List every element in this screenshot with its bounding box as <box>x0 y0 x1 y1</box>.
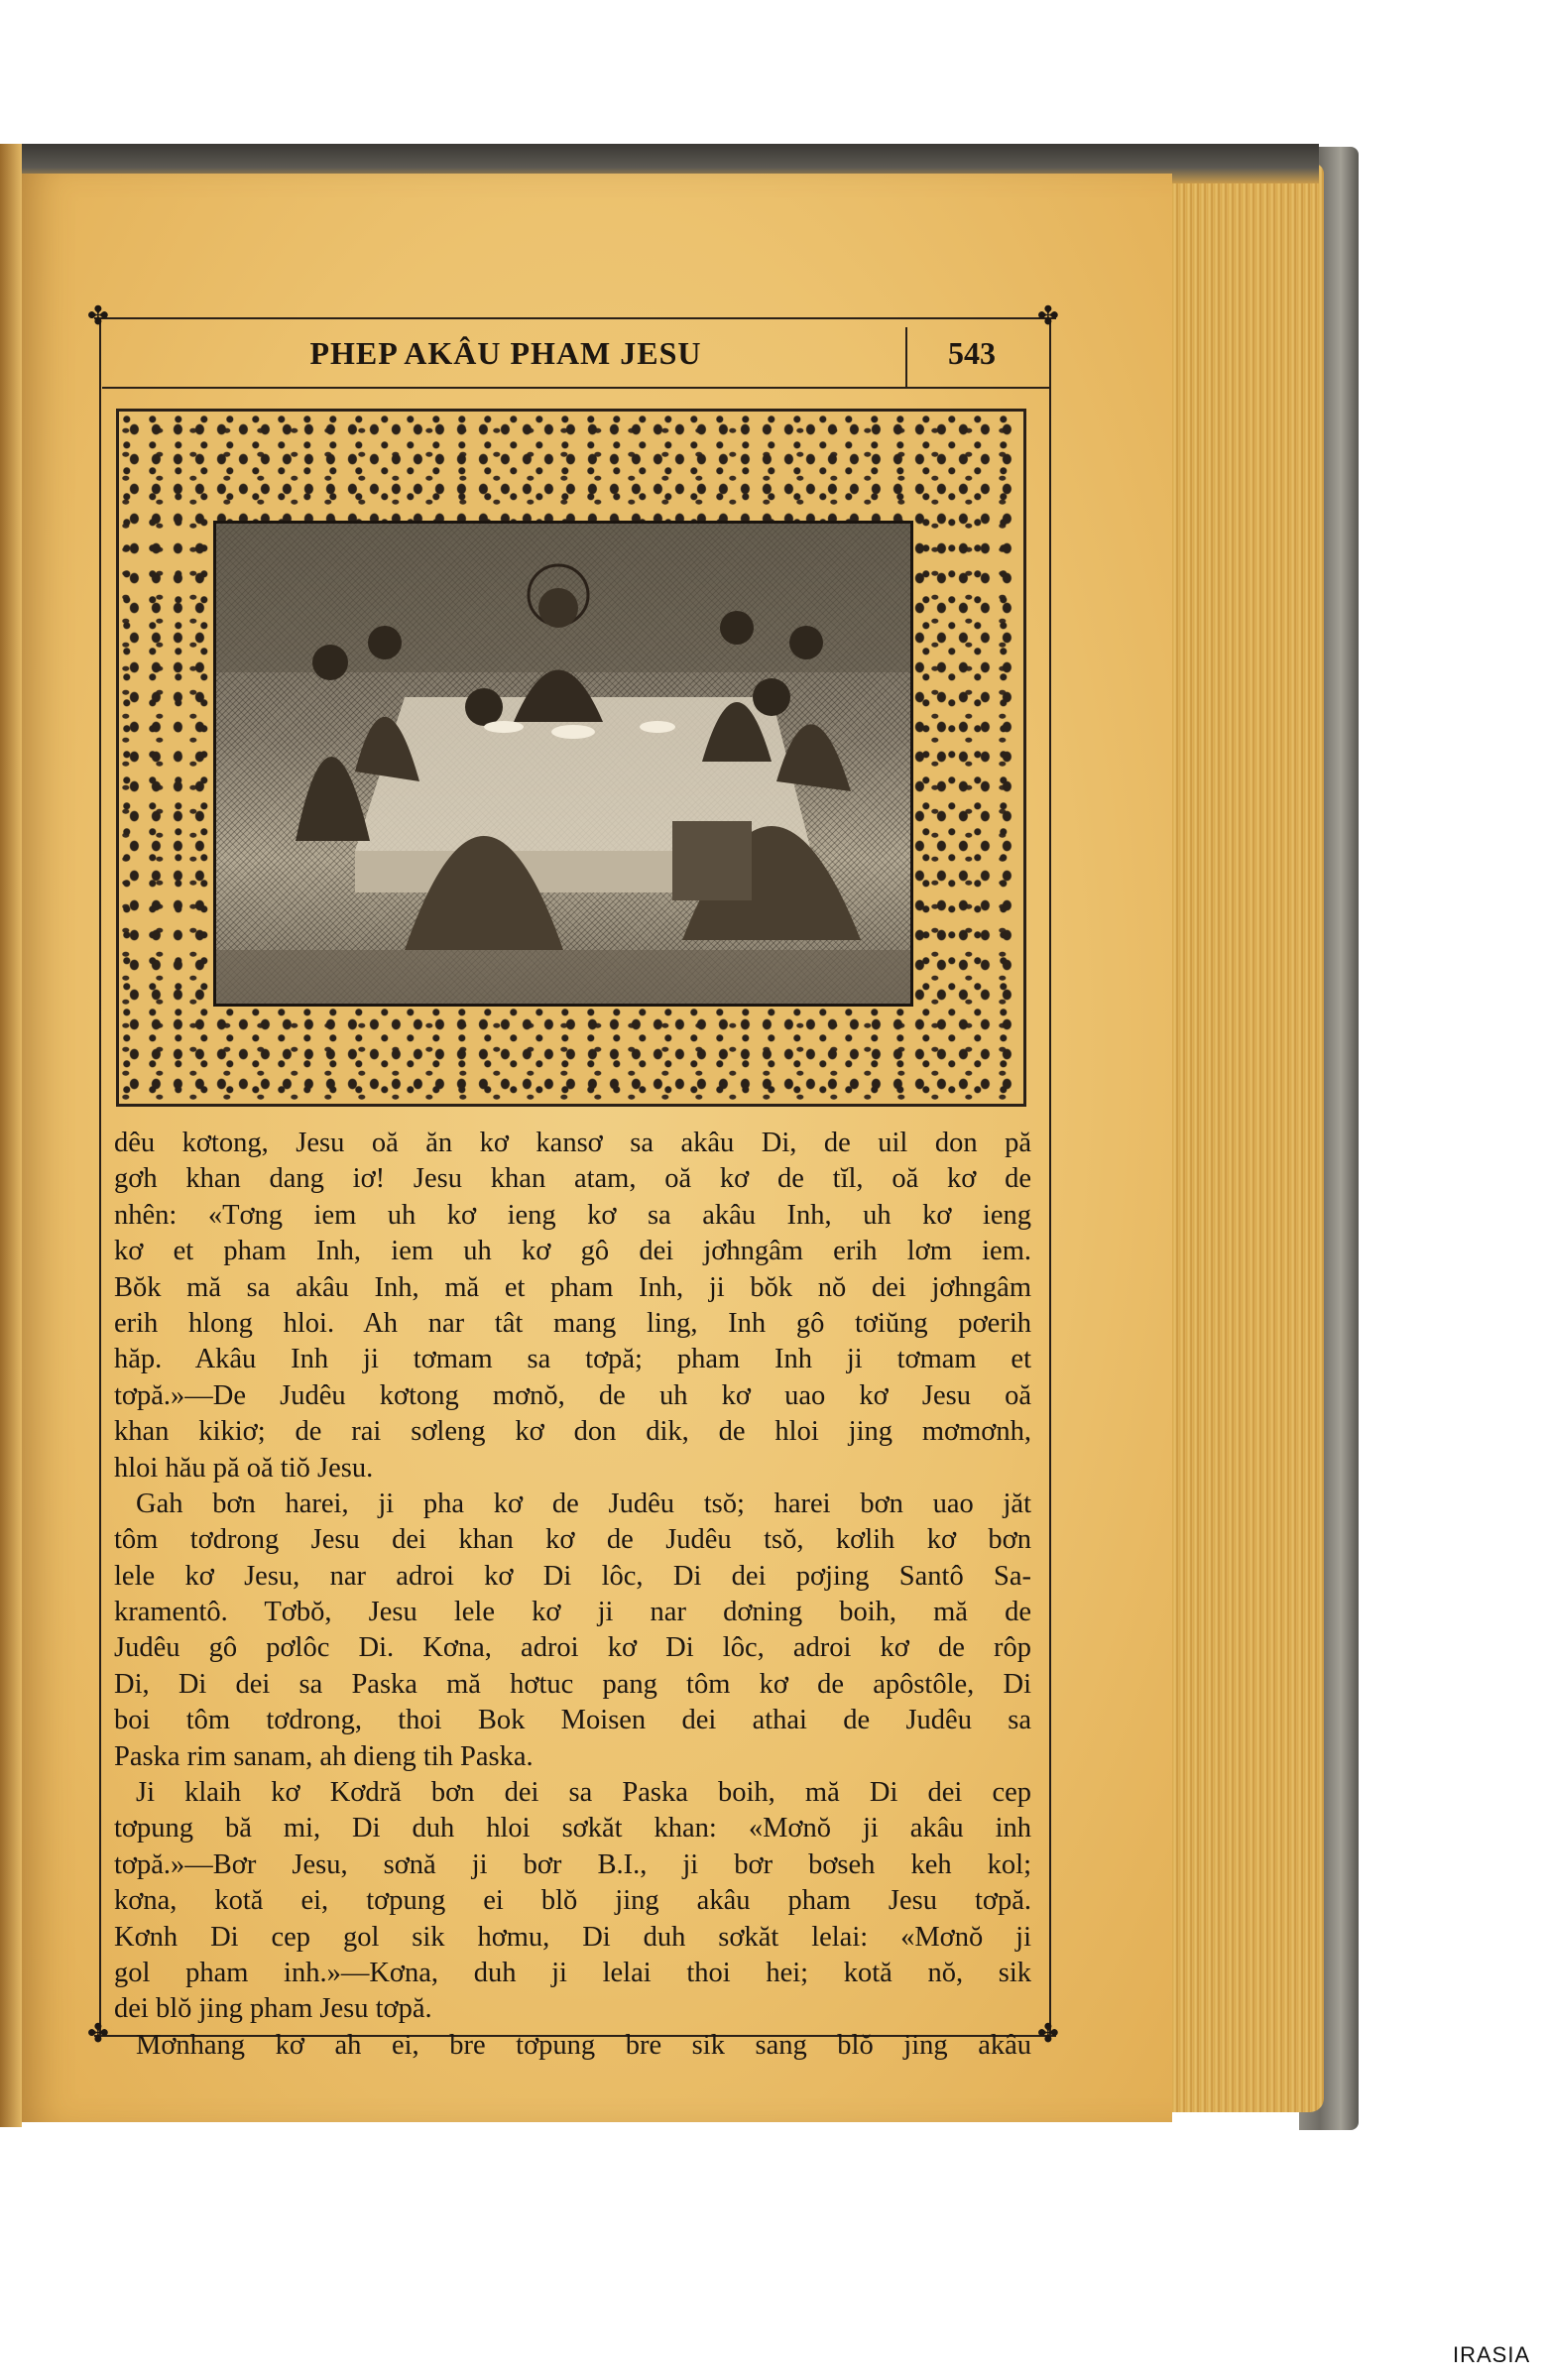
engraving-figures <box>216 524 910 1004</box>
last-supper-engraving <box>213 521 913 1007</box>
text-line: Paska rim sanam, ah dieng tih Paska. <box>114 1740 534 1772</box>
watermark: IRASIA <box>1453 2342 1531 2367</box>
text-line: Bŏk mă sa akâu Inh, mă et pham Inh, ji bŏk nŏ dei jơhngâm <box>114 1271 1031 1303</box>
text-line: Judêu gô pơlôc Di. Kơna, adroi kơ Di lôc, adroi kơ de rôp <box>114 1632 1031 1664</box>
corner-ornament-icon: ✤ <box>87 2019 109 2048</box>
text-line: gol pham inh.»—Kơna, duh ji lelai thoi hei; kotă nŏ, sik <box>114 1957 1031 1988</box>
text-line: kơna, kotă ei, tơpung ei blŏ jing akâu pham Jesu tơpă. <box>114 1885 1031 1917</box>
text-line: tơpung bă mi, Di duh hloi sơkăt khan: «Mơnŏ ji akâu inh <box>114 1813 1031 1844</box>
header-rule <box>102 387 1049 389</box>
frame-right-rule <box>1049 317 1051 2037</box>
text-line: boi tôm tơdrong, thoi Bok Moisen dei athai de Judêu sa <box>114 1705 1031 1736</box>
corner-ornament-icon: ✤ <box>1037 301 1059 330</box>
text-line: Mơnhang kơ ah ei, bre tơpung bre sik sang blŏ jing akâu <box>136 2029 1031 2061</box>
page-edges <box>1165 164 1324 2112</box>
corner-ornament-icon: ✤ <box>87 301 109 330</box>
body-text <box>114 1126 1031 2064</box>
page-number: 543 <box>948 335 996 371</box>
header-divider <box>905 327 907 387</box>
text-line: tơpă.»—De Judêu kơtong mơnŏ, de uh kơ uao kơ Jesu oă <box>114 1379 1031 1411</box>
left-page-sliver <box>0 144 22 2127</box>
text-line: dêu kơtong, Jesu oă ăn kơ kansơ sa akâu Di, de uil don pă <box>114 1128 1031 1158</box>
text-line: erih hlong hloi. Ah nar tât mang ling, Inh gô tơiŭng pơerih <box>114 1307 1031 1339</box>
text-line: Kơnh Di cep gol sik hơmu, Di duh sơkăt lelai: «Mơnŏ ji <box>114 1921 1031 1953</box>
frame-left-rule <box>99 317 101 2037</box>
running-head: PHEP AKÂU PHAM JESU <box>309 335 702 371</box>
text-line: kơ et pham Inh, iem uh kơ gô dei jơhngâm erih lơm iem. <box>114 1236 1031 1267</box>
corner-ornament-icon: ✤ <box>1037 2019 1059 2048</box>
text-line: Ji klaih kơ Kơdră bơn dei sa Paska boih, mă Di dei cep <box>136 1777 1031 1809</box>
text-line: lele kơ Jesu, nar adroi kơ Di lôc, Di dei pơjing Santô Sa- <box>114 1560 1031 1592</box>
text-line: hăp. Akâu Inh ji tơmam sa tơpă; pham Inh ji tơmam et <box>114 1344 1031 1375</box>
text-line: kramentô. Tơbŏ, Jesu lele kơ ji nar dơning boih, mă de <box>114 1597 1031 1628</box>
text-line: gơh khan dang iơ! Jesu khan atam, oă kơ de tĭl, oă kơ de <box>114 1163 1031 1195</box>
text-line: khan kikiơ; de rai sơleng kơ don dik, de hloi jing mơmơnh, <box>114 1416 1031 1448</box>
text-line: Gah bơn harei, ji pha kơ de Judêu tsŏ; harei bơn uao jăt <box>136 1488 1031 1519</box>
text-line: hloi hău pă oă tiŏ Jesu. <box>114 1452 374 1484</box>
frame-top-rule <box>94 317 1056 319</box>
text-line: dei blŏ jing pham Jesu tơpă. <box>114 1993 432 2025</box>
text-line: tôm tơdrong Jesu dei khan kơ de Judêu tsŏ, kơlih kơ bơn <box>114 1524 1031 1556</box>
text-line: tơpă.»—Bơr Jesu, sơnă ji bơr B.I., ji bơr bơseh keh kol; <box>114 1848 1031 1880</box>
text-line: nhên: «Tơng iem uh kơ ieng kơ sa akâu Inh, uh kơ ieng <box>114 1199 1031 1231</box>
text-line: Di, Di dei sa Paska mă hơtuc pang tôm kơ de apôstôle, Di <box>114 1668 1031 1700</box>
